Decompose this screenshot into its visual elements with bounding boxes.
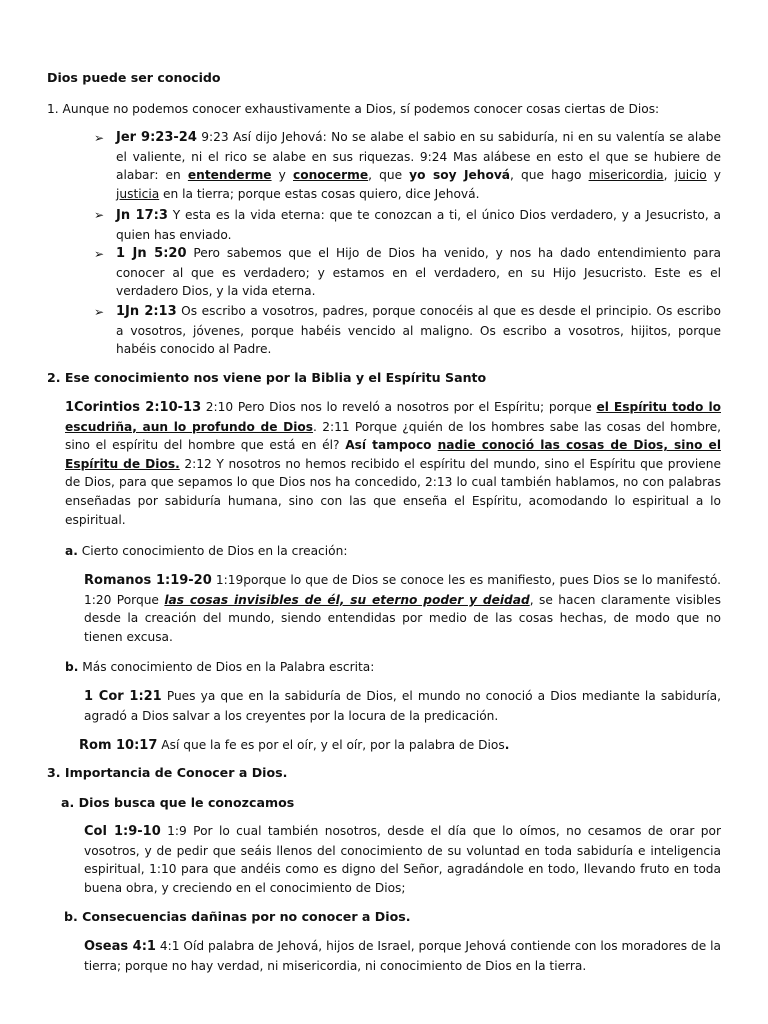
verse-1jn-2-13: 1Jn 2:13 Os escribo a vosotros, padres, porque conocéis al que es desde el principio. Os escribo a vosotros, jóvenes, porque habéis vencido al maligno. Os escribo a vosotros, hijitos, porque habéis conocido al Padre. — [116, 304, 722, 357]
verse-oseas-4-1: Oseas 4:1 4:1 Oíd palabra de Jehová, hijos de Israel, porque Jehová contiende con los moradores de la tierra; porque no hay verdad, ni misericordia, ni conocimiento de Dios en la tierra. — [84, 939, 721, 973]
subsection-3a-heading: a. Dios busca que le conozcamos — [61, 795, 295, 810]
verse-col-1-9: Col 1:9-10 1:9 Por lo cual también nosotros, desde el día que lo oímos, no cesamos de orar por vosotros, y de pedir que seáis llenos del conocimiento de su voluntad en toda sabiduría e inteligencia espiritual, 1:10 para que andéis como es digno del Señor, agradándole en todo, llevando fruto en toda buena obra, y creciendo en el conocimiento de Dios; — [84, 824, 721, 895]
subsection-3b-heading: b. Consecuencias dañinas por no conocer a Dios. — [64, 909, 411, 924]
verse-reference: Jn 17:3 — [116, 208, 168, 223]
verse-reference: Rom 10:17 — [79, 738, 158, 753]
verse-1cor-1-21: 1 Cor 1:21 Pues ya que en la sabiduría de Dios, el mundo no conoció a Dios mediante la sabiduría, agradó a Dios salvar a los creyentes por la locura de la predicación. — [84, 689, 721, 723]
bullet-arrow-icon: ➢ — [94, 131, 105, 145]
verse-jn-17-3: Jn 17:3 Y esta es la vida eterna: que te conozcan a ti, el único Dios verdadero, y a Jesucristo, a quien has enviado. — [116, 208, 722, 242]
bullet-arrow-icon: ➢ — [94, 208, 105, 222]
verse-reference: Col 1:9-10 — [84, 824, 161, 839]
verse-1cor-2-10: 1Corintios 2:10-13 2:10 Pero Dios nos lo reveló a nosotros por el Espíritu; porque el Espíritu todo lo escudriña, aun lo profundo de Dios. 2:11 Porque ¿quién de los hombres sabe las cosas del hombre, sino el espíritu del hombre que está en él? Así tampoco nadie conoció las cosas de Dios, sino el Espíritu de Dios. 2:12 Y nosotros no hemos recibido el espíritu del mundo, sino el Espíritu que proviene de Dios, para que sepamos lo que Dios nos ha concedido, 2:13 lo cual también hablamos, no con palabras enseñadas por sabiduría humana, sino con las que enseña el Espíritu, acomodando lo espiritual a lo espiritual. — [65, 400, 722, 527]
subsection-2a-label: a. Cierto conocimiento de Dios en la creación: — [65, 544, 348, 558]
verse-reference: 1 Jn 5:20 — [116, 246, 187, 261]
verse-reference: 1 Cor 1:21 — [84, 689, 162, 704]
verse-reference: 1Corintios 2:10-13 — [65, 400, 202, 415]
section-2-heading: 2. Ese conocimiento nos viene por la Biblia y el Espíritu Santo — [47, 370, 487, 385]
bullet-arrow-icon: ➢ — [94, 247, 105, 261]
verse-reference: Jer 9:23-24 — [116, 130, 197, 145]
verse-reference: Oseas 4:1 — [84, 939, 156, 954]
section-3-heading: 3. Importancia de Conocer a Dios. — [47, 765, 288, 780]
verse-reference: 1Jn 2:13 — [116, 304, 177, 319]
verse-reference: Romanos 1:19-20 — [84, 573, 212, 588]
subsection-2b-label: b. Más conocimiento de Dios en la Palabra escrita: — [65, 660, 375, 674]
verse-rom-1-19: Romanos 1:19-20 1:19porque lo que de Dios se conoce les es manifiesto, pues Dios se lo manifestó. 1:20 Porque las cosas invisibles de él, su eterno poder y deidad, se hacen claramente visibles desde la creación del mundo, siendo entendidas por medio de las cosas hechas, de modo que no tienen excusa. — [84, 573, 722, 644]
verse-rom-10-17: Rom 10:17 Así que la fe es por el oír, y el oír, por la palabra de Dios. — [79, 738, 510, 753]
section-1-intro: 1. Aunque no podemos conocer exhaustivamente a Dios, sí podemos conocer cosas ciertas de Dios: — [47, 102, 660, 116]
verse-jer-9-23: Jer 9:23-24 9:23 Así dijo Jehová: No se alabe el sabio en su sabiduría, ni en su valentía se alabe el valiente, ni el rico se alabe en sus riquezas. 9:24 Mas alábese en esto el que se hubiere de alabar: en entenderme y conocerme, que yo soy Jehová, que hago misericordia, juicio y justicia en la tierra; porque estas cosas quiero, dice Jehová. — [116, 130, 721, 201]
verse-1jn-5-20: 1 Jn 5:20 Pero sabemos que el Hijo de Dios ha venido, y nos ha dado entendimiento para conocer al que es verdadero; y estamos en el verdadero, en su Hijo Jesucristo. Este es el verdadero Dios, y la vida eterna. — [116, 246, 721, 299]
page-title: Dios puede ser conocido — [47, 70, 221, 85]
bullet-arrow-icon: ➢ — [94, 305, 105, 319]
